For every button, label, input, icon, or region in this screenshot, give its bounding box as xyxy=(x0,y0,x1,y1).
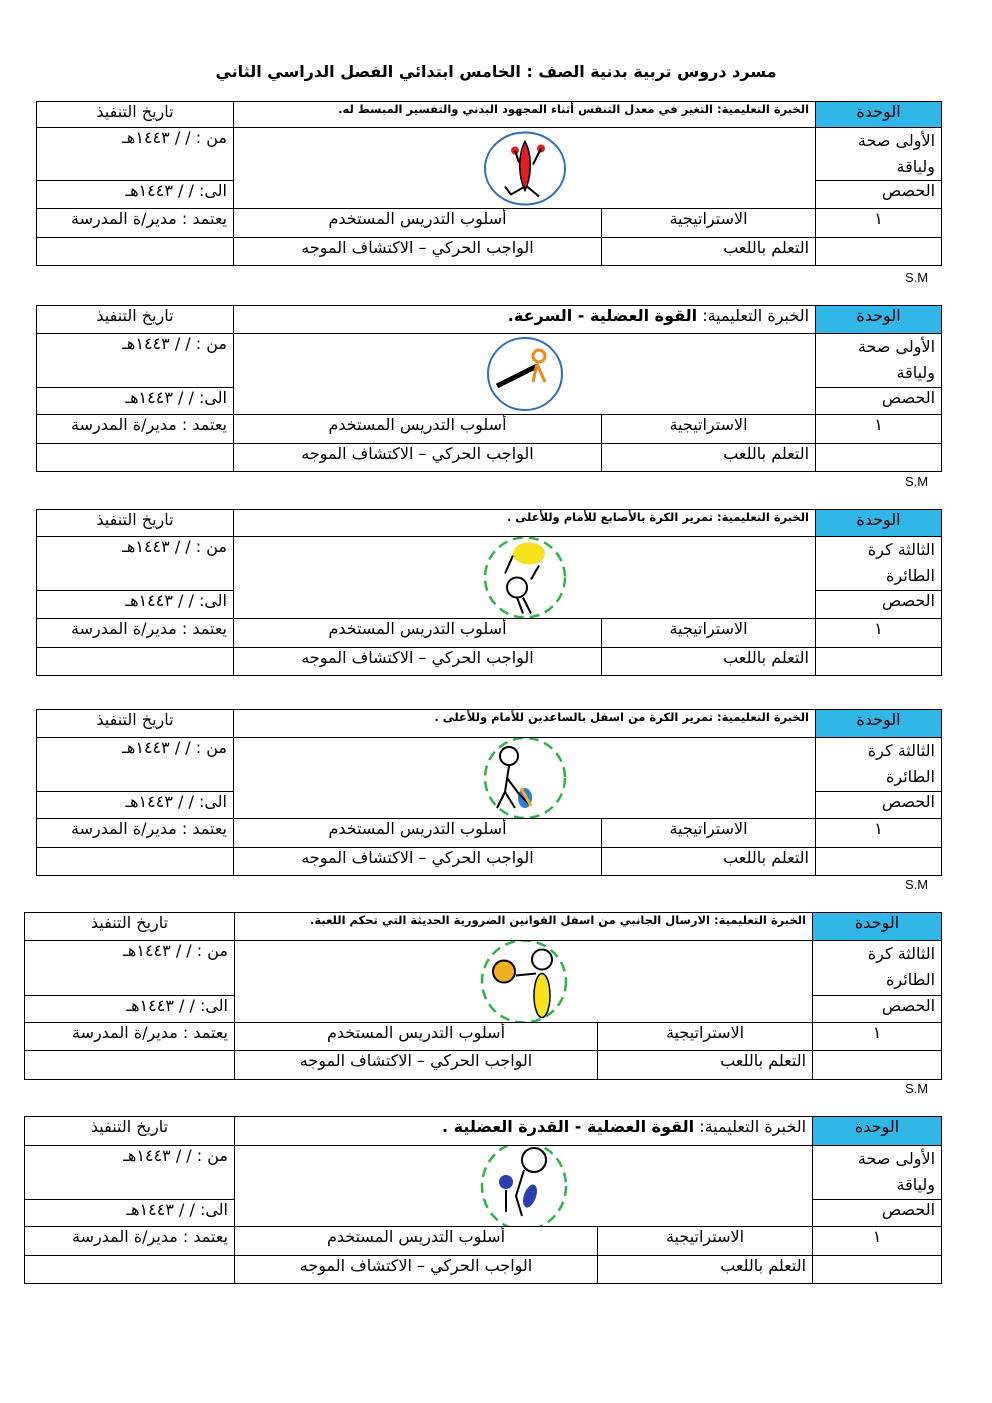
method-label: أسلوب التدريس المستخدم xyxy=(234,209,602,238)
approve-label: يعتمد : مدير/ة المدرسة xyxy=(37,209,234,238)
approve-label: يعتمد : مدير/ة المدرسة xyxy=(37,415,234,444)
classes-count: ١ xyxy=(813,1227,942,1256)
strategy-label: الاستراتيجية xyxy=(598,1023,813,1051)
unit-name: الأولى صحة ولياقة xyxy=(813,1146,942,1200)
unit-name: الثالثة كرة الطائرة xyxy=(816,738,942,792)
running-figure-icon xyxy=(475,129,575,208)
date-to: الى: / / ١٤٤٣هـ xyxy=(37,590,234,618)
empty-cell xyxy=(37,238,234,266)
empty-cell xyxy=(37,444,234,472)
volleyball-bump-icon xyxy=(475,738,575,818)
classes-count: ١ xyxy=(816,209,942,238)
unit-name: الثالثة كرة الطائرة xyxy=(813,941,942,996)
method-label: أسلوب التدريس المستخدم xyxy=(234,819,602,848)
date-header: تاريخ التنفيذ xyxy=(25,1117,235,1146)
date-to: الى: / / ١٤٤٣هـ xyxy=(25,995,235,1022)
method-label: أسلوب التدريس المستخدم xyxy=(235,1023,598,1051)
strategy-value: التعلم باللعب xyxy=(602,648,816,676)
lesson-card xyxy=(36,509,941,676)
method-value: الواجب الحركي – الاكتشاف الموجه xyxy=(234,648,602,676)
signature: S.M xyxy=(905,474,929,489)
strategy-value: التعلم باللعب xyxy=(598,1051,813,1080)
strategy-value: التعلم باللعب xyxy=(602,444,816,472)
experience-cell xyxy=(234,306,816,334)
empty-cell xyxy=(813,1051,942,1080)
experience-value: تمرير الكرة من اسفل بالساعدين للأمام وللأعلى . xyxy=(434,710,713,724)
date-to: الى: / / ١٤٤٣هـ xyxy=(37,387,234,414)
unit-name: الثالثة كرة الطائرة xyxy=(816,537,942,591)
date-from: من : / / ١٤٤٣هـ xyxy=(37,128,234,181)
strategy-value: التعلم باللعب xyxy=(602,848,816,876)
unit-header: الوحدة xyxy=(816,710,942,738)
date-from: من : / / ١٤٤٣هـ xyxy=(25,941,235,996)
power-figure-icon xyxy=(474,1146,574,1226)
empty-cell xyxy=(816,648,942,676)
strategy-label: الاستراتيجية xyxy=(602,819,816,848)
empty-cell xyxy=(816,848,942,876)
method-label: أسلوب التدريس المستخدم xyxy=(234,415,602,444)
classes-count: ١ xyxy=(813,1023,942,1051)
unit-header: الوحدة xyxy=(813,913,942,941)
signature: S.M xyxy=(905,877,929,892)
method-value: الواجب الحركي – الاكتشاف الموجه xyxy=(234,444,602,472)
date-from: من : / / ١٤٤٣هـ xyxy=(37,334,234,388)
date-from: من : / / ١٤٤٣هـ xyxy=(37,738,234,792)
lesson-illustration xyxy=(234,738,816,819)
page-title: مسرد دروس تربية بدنية الصف : الخامس ابتدائي الفصل الدراسي الثاني xyxy=(215,62,777,81)
strategy-label: الاستراتيجية xyxy=(598,1227,813,1256)
lesson-card xyxy=(36,101,941,266)
unit-header: الوحدة xyxy=(816,306,942,334)
classes-label: الحصص xyxy=(813,995,942,1022)
unit-name: الأولى صحة ولياقة xyxy=(816,128,942,181)
date-to: الى: / / ١٤٤٣هـ xyxy=(37,791,234,818)
unit-header: الوحدة xyxy=(813,1117,942,1146)
date-from: من : / / ١٤٤٣هـ xyxy=(37,537,234,591)
classes-label: الحصص xyxy=(816,387,942,414)
date-header: تاريخ التنفيذ xyxy=(37,102,234,128)
unit-name: الأولى صحة ولياقة xyxy=(816,334,942,388)
lesson-illustration xyxy=(234,537,816,619)
classes-count: ١ xyxy=(816,415,942,444)
method-label: أسلوب التدريس المستخدم xyxy=(234,619,602,648)
classes-label: الحصص xyxy=(813,1199,942,1226)
approve-label: يعتمد : مدير/ة المدرسة xyxy=(37,819,234,848)
strategy-label: الاستراتيجية xyxy=(602,415,816,444)
experience-value: التغير في معدل التنفس أثناء المجهود البدني والتفسير المبسط له. xyxy=(338,102,713,116)
method-value: الواجب الحركي – الاكتشاف الموجه xyxy=(235,1051,598,1080)
date-to: الى: / / ١٤٤٣هـ xyxy=(37,181,234,209)
date-header: تاريخ التنفيذ xyxy=(25,913,235,941)
lesson-card xyxy=(36,305,941,472)
experience-label: الخبرة التعليمية: xyxy=(717,510,809,524)
experience-label: الخبرة التعليمية: xyxy=(717,102,810,116)
empty-cell xyxy=(37,848,234,876)
empty-cell xyxy=(816,238,942,266)
volleyball-serve-icon xyxy=(474,941,574,1022)
signature: S.M xyxy=(905,270,929,285)
classes-count: ١ xyxy=(816,619,942,648)
empty-cell xyxy=(25,1256,235,1284)
method-value: الواجب الحركي – الاكتشاف الموجه xyxy=(234,238,602,266)
strategy-value: التعلم باللعب xyxy=(602,238,816,266)
strategy-label: الاستراتيجية xyxy=(602,619,816,648)
experience-value: القوة العضلية - السرعة. xyxy=(507,306,698,325)
method-label: أسلوب التدريس المستخدم xyxy=(235,1227,598,1256)
classes-label: الحصص xyxy=(816,181,942,209)
date-from: من : / / ١٤٤٣هـ xyxy=(25,1146,235,1200)
lesson-illustration xyxy=(235,1146,813,1227)
unit-header: الوحدة xyxy=(816,510,942,537)
lesson-card xyxy=(24,1116,941,1284)
empty-cell xyxy=(816,444,942,472)
experience-label: الخبرة التعليمية: xyxy=(714,913,807,927)
lesson-illustration xyxy=(234,128,816,209)
method-value: الواجب الحركي – الاكتشاف الموجه xyxy=(234,848,602,876)
experience-label: الخبرة التعليمية: xyxy=(699,1117,807,1136)
approve-label: يعتمد : مدير/ة المدرسة xyxy=(25,1227,235,1256)
lesson-illustration xyxy=(234,334,816,415)
volleyball-set-icon xyxy=(475,537,575,618)
experience-cell xyxy=(235,1117,813,1146)
experience-label: الخبرة التعليمية: xyxy=(702,306,810,325)
strategy-label: الاستراتيجية xyxy=(602,209,816,238)
date-header: تاريخ التنفيذ xyxy=(37,306,234,334)
classes-label: الحصص xyxy=(816,590,942,618)
date-header: تاريخ التنفيذ xyxy=(37,510,234,537)
method-value: الواجب الحركي – الاكتشاف الموجه xyxy=(235,1256,598,1284)
lesson-card xyxy=(24,912,941,1080)
unit-header: الوحدة xyxy=(816,102,942,128)
strategy-value: التعلم باللعب xyxy=(598,1256,813,1284)
empty-cell xyxy=(25,1051,235,1080)
empty-cell xyxy=(813,1256,942,1284)
experience-cell xyxy=(234,510,816,537)
experience-value: الارسال الجانبي من اسفل القوانين الضرورية الحديثة التي تحكم اللعبة. xyxy=(310,913,710,927)
classes-label: الحصص xyxy=(816,791,942,818)
approve-label: يعتمد : مدير/ة المدرسة xyxy=(37,619,234,648)
signature: S.M xyxy=(905,1081,929,1096)
approve-label: يعتمد : مدير/ة المدرسة xyxy=(25,1023,235,1051)
experience-cell xyxy=(234,710,816,738)
empty-cell xyxy=(37,648,234,676)
date-to: الى: / / ١٤٤٣هـ xyxy=(25,1199,235,1226)
experience-value: القوة العضلية - القدرة العضلية . xyxy=(442,1117,695,1136)
lesson-illustration xyxy=(235,941,813,1023)
classes-count: ١ xyxy=(816,819,942,848)
pushup-figure-icon xyxy=(475,334,575,414)
lesson-card xyxy=(36,709,941,876)
experience-label: الخبرة التعليمية: xyxy=(717,710,809,724)
experience-cell xyxy=(235,913,813,941)
experience-value: تمرير الكرة بالأصابع للأمام وللأعلى . xyxy=(506,510,713,524)
date-header: تاريخ التنفيذ xyxy=(37,710,234,738)
experience-cell xyxy=(234,102,816,128)
